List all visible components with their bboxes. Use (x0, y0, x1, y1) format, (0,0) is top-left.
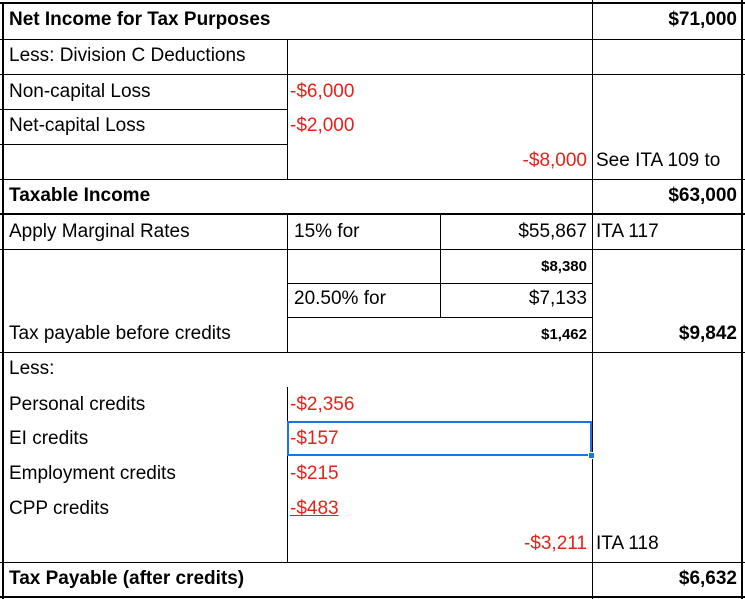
grid-line (0, 596, 745, 598)
cell-bracket1-tax[interactable]: $8,380 (541, 258, 587, 275)
cell-bracket2-rate[interactable]: 20.50% for (294, 288, 386, 309)
grid-line (287, 39, 288, 179)
cell-personal-credits-label[interactable]: Personal credits (9, 394, 146, 415)
cell-apply-rates-note[interactable]: ITA 117 (596, 221, 659, 242)
cell-non-capital-loss-label[interactable]: Non-capital Loss (9, 81, 151, 102)
grid-line (0, 179, 745, 180)
cell-apply-rates-label[interactable]: Apply Marginal Rates (9, 221, 190, 242)
grid-line (0, 2, 745, 4)
cell-selection-outline (287, 421, 592, 456)
grid-line (0, 39, 745, 40)
cell-tax-payable-total[interactable]: $6,632 (678, 568, 737, 589)
cell-taxable-income-label[interactable]: Taxable Income (9, 185, 151, 206)
cell-net-income-label[interactable]: Net Income for Tax Purposes (9, 9, 271, 30)
grid-line (2, 2, 4, 599)
cell-net-capital-loss-amount[interactable]: -$2,000 (290, 115, 355, 136)
cell-tax-before-credits-tax[interactable]: $1,462 (541, 326, 587, 343)
grid-line (0, 144, 288, 145)
grid-line (440, 213, 441, 317)
grid-line (741, 0, 743, 599)
grid-line (592, 0, 593, 599)
cell-credits-subtotal[interactable]: -$3,211 (523, 533, 587, 554)
cell-tax-before-credits-total[interactable]: $9,842 (678, 323, 737, 344)
cell-tax-payable-label[interactable]: Tax Payable (after credits) (9, 568, 245, 589)
cell-ei-credits-amount[interactable]: -$157 (290, 428, 339, 449)
fill-handle[interactable] (588, 452, 595, 459)
cell-net-capital-loss-label[interactable]: Net-capital Loss (9, 115, 146, 136)
cell-bracket2-base[interactable]: $7,133 (528, 288, 587, 309)
cell-ei-credits-label[interactable]: EI credits (9, 428, 89, 449)
grid-line (0, 74, 745, 75)
cell-net-income-total[interactable]: $71,000 (668, 9, 737, 30)
cell-credits-note[interactable]: ITA 118 (596, 533, 659, 554)
grid-line (0, 213, 745, 215)
cell-less-division-c-label[interactable]: Less: Division C Deductions (9, 45, 246, 66)
cell-employment-credits-label[interactable]: Employment credits (9, 463, 176, 484)
grid-line (0, 352, 745, 353)
cell-taxable-income-total[interactable]: $63,000 (668, 185, 737, 206)
cell-tax-before-credits-label[interactable]: Tax payable before credits (9, 323, 231, 344)
cell-employment-credits-amount[interactable]: -$215 (290, 463, 339, 484)
cell-personal-credits-amount[interactable]: -$2,356 (290, 394, 355, 415)
grid-line (287, 213, 288, 352)
cell-deductions-note[interactable]: See ITA 109 to (596, 150, 721, 171)
grid-line (0, 562, 745, 563)
cell-apply-rates-base[interactable]: $55,867 (518, 221, 587, 242)
cell-non-capital-loss-amount[interactable]: -$6,000 (290, 81, 355, 102)
grid-line (288, 317, 592, 318)
cell-cpp-credits-label[interactable]: CPP credits (9, 498, 109, 519)
cell-apply-rates-rate[interactable]: 15% for (294, 221, 360, 242)
cell-less-label[interactable]: Less: (9, 358, 55, 379)
grid-line (0, 249, 745, 250)
cell-deductions-subtotal[interactable]: -$8,000 (522, 150, 587, 171)
grid-line (287, 387, 288, 562)
grid-line (0, 109, 288, 110)
cell-cpp-credits-amount[interactable]: -$483 (290, 498, 339, 519)
